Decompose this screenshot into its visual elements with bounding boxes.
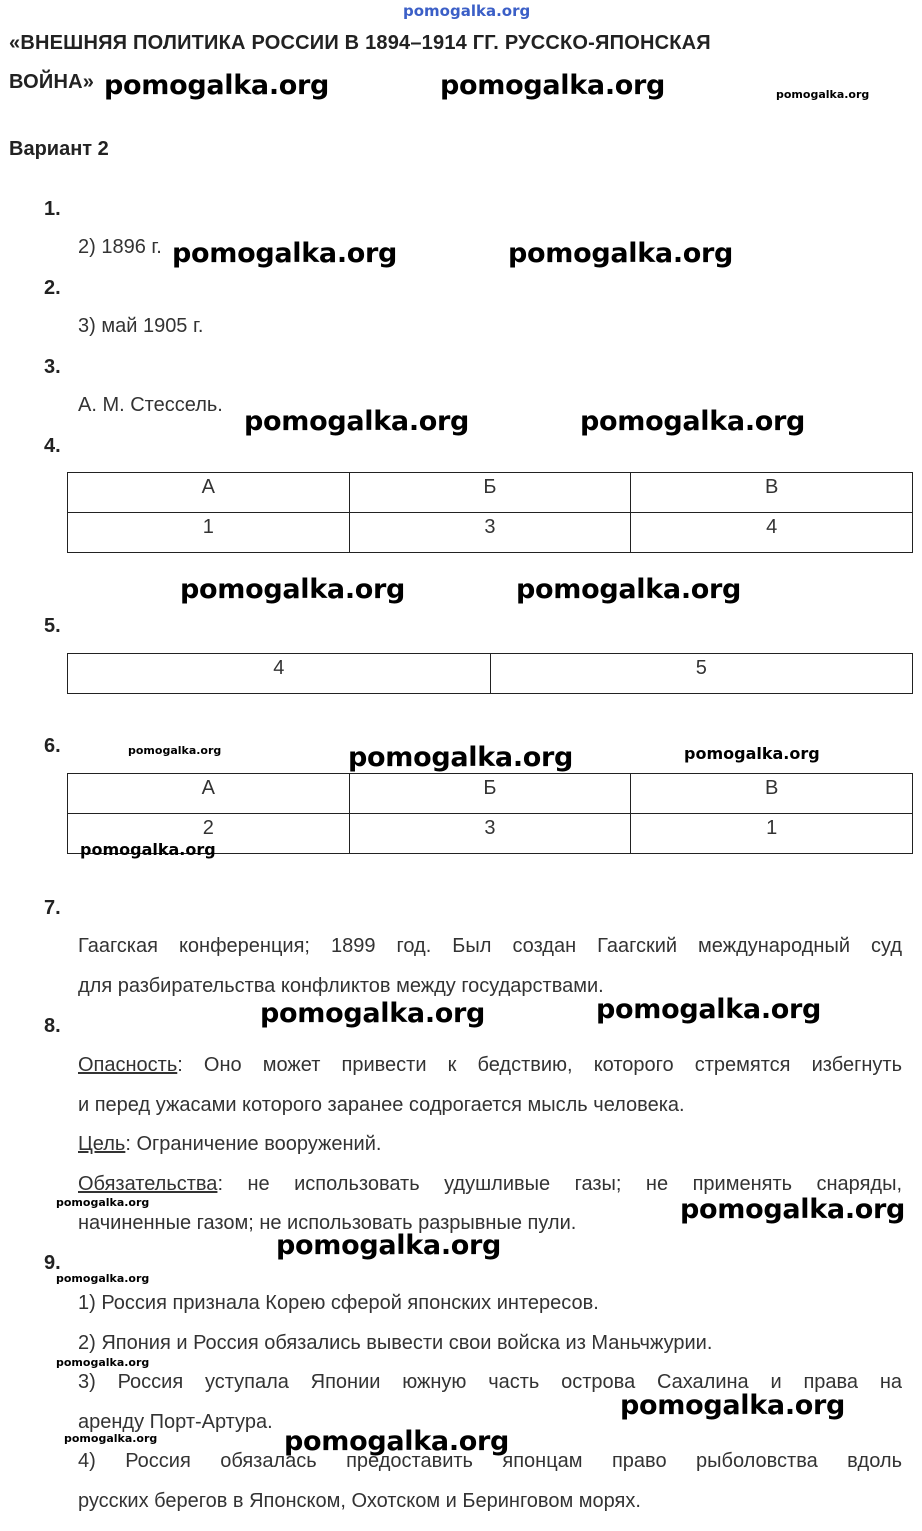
table-header-cell: Б <box>349 473 631 513</box>
question-number-7: 7. <box>44 897 61 919</box>
table-header-cell: Б <box>349 774 631 814</box>
answer-9-item4-line2: русских берегов в Японском, Охотском и Беринговом морях. <box>78 1489 641 1512</box>
table-header-cell: В <box>631 473 913 513</box>
answer-8-danger-line2: и перед ужасами которого заранее содрогается мысль человека. <box>78 1093 685 1116</box>
table-row <box>68 513 913 553</box>
obligations-label: Обязательства <box>78 1172 218 1195</box>
answer-9-item3-line2: аренду Порт-Артура. <box>78 1410 273 1433</box>
page-title-line1: «ВНЕШНЯЯ ПОЛИТИКА РОССИИ В 1894–1914 ГГ. РУССКО-ЯПОНСКАЯ <box>9 32 711 54</box>
table-cell: 5 <box>490 654 913 694</box>
table-header-row <box>68 774 913 814</box>
watermark: pomogalka.org <box>508 238 734 269</box>
question-number-1: 1. <box>44 198 61 220</box>
question-number-3: 3. <box>44 356 61 378</box>
table-header-cell: В <box>631 774 913 814</box>
answer-7-line1: Гаагская конференция; 1899 год. Был создан Гаагский международный суд <box>78 935 902 957</box>
question-number-6: 6. <box>44 735 61 757</box>
watermark: pomogalka.org <box>776 88 870 101</box>
table-cell: 3 <box>349 814 631 854</box>
question-number-4: 4. <box>44 435 61 457</box>
question-number-5: 5. <box>44 615 61 637</box>
watermark: pomogalka.org <box>56 1356 150 1369</box>
answer-8-obligations-line2: начиненные газом; не использовать разрывные пули. <box>78 1212 577 1234</box>
table-cell: 1 <box>631 814 913 854</box>
answer-table-5 <box>67 653 913 694</box>
watermark: pomogalka.org <box>684 744 820 763</box>
question-number-9: 9. <box>44 1252 61 1274</box>
table-row <box>68 654 913 694</box>
watermark: pomogalka.org <box>104 70 330 101</box>
watermark: pomogalka.org <box>680 1194 906 1225</box>
page-title-line2: ВОЙНА» <box>9 71 95 93</box>
answer-9-item4-line1: 4) Россия обязалась предоставить японцам право рыболовства вдоль <box>78 1450 902 1472</box>
obligations-text: : не использовать удушливые газы; не применять снаряды, <box>217 1172 902 1195</box>
table-header-row <box>68 473 913 513</box>
watermark: pomogalka.org <box>276 1230 502 1261</box>
watermark: pomogalka.org <box>580 406 806 437</box>
watermark: pomogalka.org <box>596 994 822 1025</box>
answer-2: 3) май 1905 г. <box>78 315 204 337</box>
watermark: pomogalka.org <box>620 1390 846 1421</box>
watermark: pomogalka.org <box>64 1432 158 1445</box>
watermark: pomogalka.org <box>128 744 222 757</box>
answer-7-line2: для разбирательства конфликтов между государствами. <box>78 974 604 997</box>
watermark: pomogalka.org <box>284 1426 510 1457</box>
danger-text: : Оно может привести к бедствию, которого стремятся избегнуть <box>177 1054 902 1076</box>
table-cell: 3 <box>349 513 631 553</box>
goal-text: : Ограничение вооружений. <box>125 1133 382 1155</box>
goal-label: Цель <box>78 1133 126 1155</box>
answer-9-item1: 1) Россия признала Корею сферой японских интересов. <box>78 1292 599 1314</box>
watermark: pomogalka.org <box>516 574 742 605</box>
answer-9-item2: 2) Япония и Россия обязались вывести свои войска из Маньчжурии. <box>78 1331 713 1354</box>
table-cell: 4 <box>68 654 491 694</box>
watermark: pomogalka.org <box>260 998 486 1029</box>
question-number-2: 2. <box>44 277 61 299</box>
watermark: pomogalka.org <box>56 1196 150 1209</box>
question-number-8: 8. <box>44 1015 61 1037</box>
table-cell: 4 <box>631 513 913 553</box>
answer-8-danger-line1 <box>78 1046 902 1086</box>
danger-label: Опасность <box>78 1054 178 1076</box>
watermark: pomogalka.org <box>244 406 470 437</box>
answer-table-4 <box>67 472 913 553</box>
watermark: pomogalka.org <box>348 742 574 773</box>
table-header-cell: А <box>68 473 350 513</box>
watermark: pomogalka.org <box>172 238 398 269</box>
answer-3: А. М. Стессель. <box>78 394 223 416</box>
variant-heading: Вариант 2 <box>9 138 109 160</box>
watermark-top: pomogalka.org <box>403 2 531 20</box>
watermark: pomogalka.org <box>440 70 666 101</box>
table-cell: 1 <box>68 513 350 553</box>
watermark: pomogalka.org <box>56 1272 150 1285</box>
answer-8-goal <box>78 1125 902 1165</box>
answer-1: 2) 1896 г. <box>78 236 162 258</box>
watermark: pomogalka.org <box>180 574 406 605</box>
watermark: pomogalka.org <box>80 840 216 859</box>
table-header-cell: А <box>68 774 350 814</box>
table-cell: 2 <box>68 814 350 854</box>
answer-9-item3-line1: 3) Россия уступала Японии южную часть острова Сахалина и права на <box>78 1371 902 1393</box>
